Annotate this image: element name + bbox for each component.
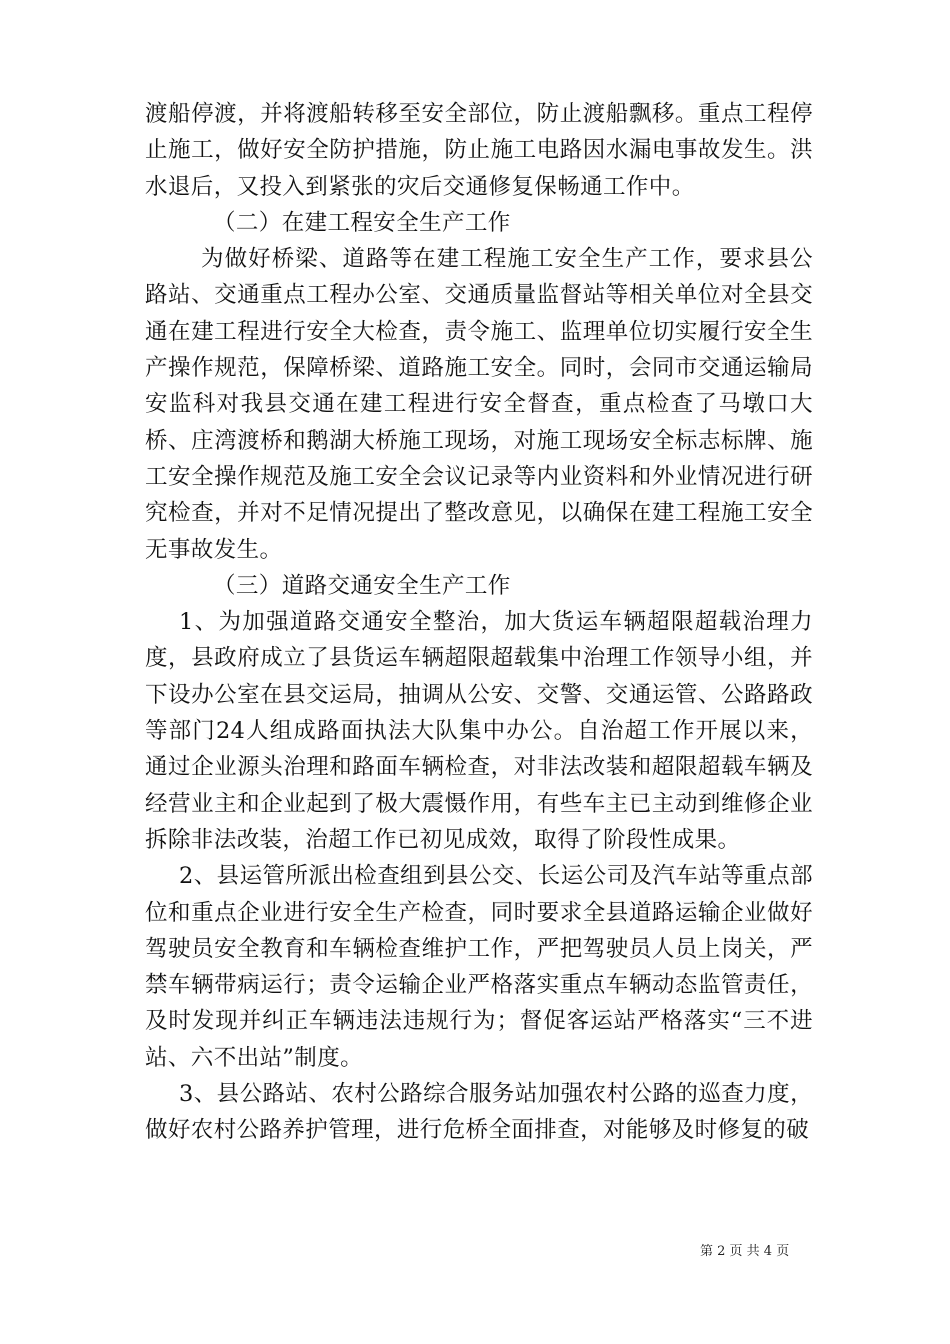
- document-page: [145, 96, 813, 1149]
- paragraph-item-2: 2、县运管所派出检查组到县公交、长运公司及汽车站等重点部位和重点企业进行安全生产检查，同时要求全县道路运输企业做好驾驶员安全教育和车辆检查维护工作，严把驾驶员人员上岗关，严禁车辆带病运行；责令运输企业严格落实重点车辆动态监管责任，及时发现并纠正车辆违法违规行为；督促客运站严格落实“三不进站、六不出站”制度。: [145, 863, 813, 1071]
- paragraph-construction-safety: 为做好桥梁、道路等在建工程施工安全生产工作，要求县公路站、交通重点工程办公室、交通质量监督站等相关单位对全县交通在建工程进行安全大检查，责令施工、监理单位切实履行安全生产操作规范，保障桥梁、道路施工安全。同时，会同市交通运输局安监科对我县交通在建工程进行安全督查，重点检查了马墩口大桥、庄湾渡桥和鹅湖大桥施工现场，对施工现场安全标志标牌、施工安全操作规范及施工安全会议记录等内业资料和外业情况进行研究检查，并对不足情况提出了整改意见，以确保在建工程施工安全无事故发生。: [145, 246, 813, 563]
- paragraph-continuation: 渡船停渡，并将渡船转移至安全部位，防止渡船飘移。重点工程停止施工，做好安全防护措施，防止施工电路因水漏电事故发生。洪水退后，又投入到紧张的灾后交通修复保畅通工作中。: [145, 101, 813, 200]
- paragraph-item-3: 3、县公路站、农村公路综合服务站加强农村公路的巡查力度，做好农村公路养护管理，进行危桥全面排查，对能够及时修复的破: [145, 1081, 813, 1144]
- paragraph-item-1: 1、为加强道路交通安全整治，加大货运车辆超限超载治理力度，县政府成立了县货运车辆超限超载集中治理工作领导小组，并下设办公室在县交运局，抽调从公安、交警、交通运管、公路路政等部门24人组成路面执法大队集中办公。自治超工作开展以来，通过企业源头治理和路面车辆检查，对非法改装和超限超载车辆及经营业主和企业起到了极大震慑作用，有些车主已主动到维修企业拆除非法改装，治超工作已初见成效，取得了阶段性成果。: [145, 609, 813, 853]
- page-number-footer: 第 2 页 共 4 页: [700, 1244, 790, 1259]
- section-heading-3: （三）道路交通安全生产工作: [213, 572, 511, 599]
- section-heading-2: （二）在建工程安全生产工作: [213, 209, 511, 236]
